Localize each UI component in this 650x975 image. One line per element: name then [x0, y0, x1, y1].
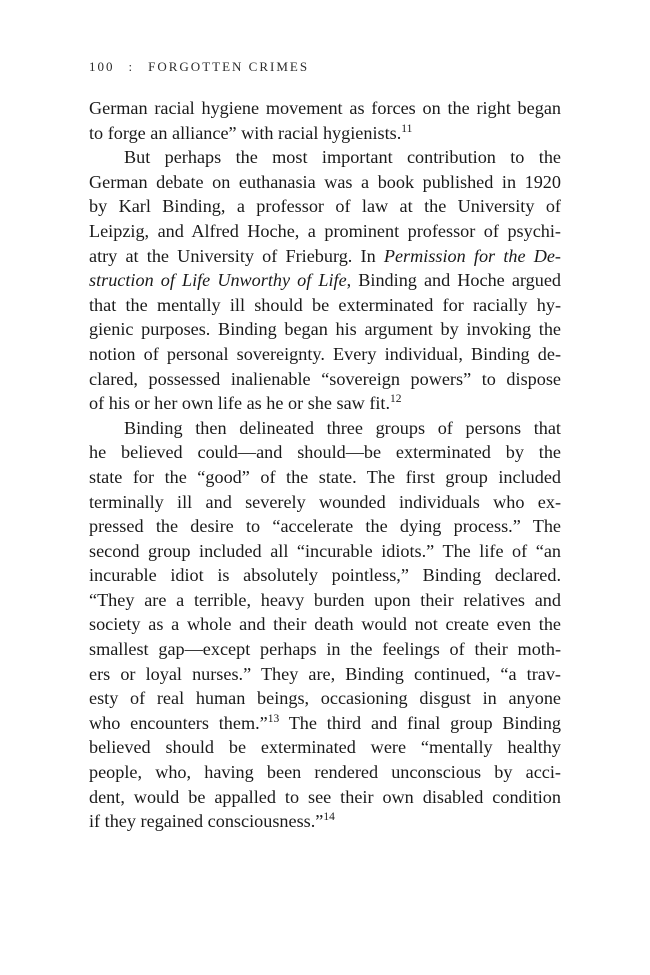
- text-line: [89, 244, 561, 269]
- italic-title: struction of Life Unworthy of Life: [89, 270, 347, 291]
- text-line: [89, 809, 561, 834]
- header-separator: :: [128, 59, 135, 74]
- text-line: [89, 317, 561, 342]
- text-line: [89, 96, 561, 121]
- footnote-marker: 11: [401, 122, 413, 135]
- text-run: state for the “good” of the state. The first group included: [89, 466, 561, 487]
- text-line: [89, 785, 561, 810]
- text-run: esty of real human beings, occasioning disgust in anyone: [89, 688, 561, 709]
- text-run: smallest gap—except perhaps in the feelings of their moth-: [89, 639, 561, 660]
- text-line: [89, 145, 561, 170]
- text-run: believed should be exterminated were “mentally healthy: [89, 737, 561, 758]
- text-run: second group included all “incurable idiots.” The life of “an: [89, 540, 561, 561]
- text-run: gienic purposes. Binding began his argument by invoking the: [89, 319, 561, 340]
- page-number: 100: [89, 59, 115, 74]
- italic-title: Permission for the De-: [383, 245, 561, 266]
- text-run: ers or loyal nurses.” They are, Binding continued, “a trav-: [89, 663, 561, 684]
- text-run: Binding then delineated three groups of persons that: [124, 417, 561, 438]
- text-line: [89, 367, 561, 392]
- text-run: incurable idiot is absolutely pointless,” Binding declared.: [89, 565, 561, 586]
- text-line: [89, 416, 561, 441]
- text-run: to forge an alliance” with racial hygienists.: [89, 122, 402, 143]
- footnote-marker: 12: [390, 393, 402, 406]
- text-line: [89, 268, 561, 293]
- text-run: atry at the University of Frieburg. In: [89, 245, 384, 266]
- text-run: who encounters them.”: [89, 712, 268, 733]
- text-line: [89, 539, 561, 564]
- text-line: [89, 219, 561, 244]
- text-line: [89, 121, 561, 146]
- text-run: people, who, having been rendered unconscious by acci-: [89, 762, 561, 783]
- text-run: The third and final group Binding: [279, 712, 562, 733]
- text-line: [89, 514, 561, 539]
- text-line: [89, 170, 561, 195]
- footnote-marker: 14: [323, 811, 335, 824]
- text-run: he believed could—and should—be exterminated by the: [89, 442, 561, 463]
- text-line: [89, 490, 561, 515]
- text-line: [89, 637, 561, 662]
- text-line: [89, 686, 561, 711]
- text-run: But perhaps the most important contribution to the: [124, 147, 561, 168]
- text-run: dent, would be appalled to see their own disabled condition: [89, 786, 561, 807]
- text-line: [89, 711, 561, 736]
- running-title: FORGOTTEN CRIMES: [148, 59, 310, 74]
- text-run: “They are a terrible, heavy burden upon their relatives and: [89, 589, 561, 610]
- text-run: terminally ill and severely wounded individuals who ex-: [89, 491, 561, 512]
- text-line: [89, 588, 561, 613]
- text-run: , Binding and Hoche argued: [346, 270, 561, 291]
- text-line: [89, 391, 561, 416]
- text-run: that the mentally ill should be exterminated for racially hy-: [89, 294, 561, 315]
- text-line: [89, 440, 561, 465]
- text-run: if they regained consciousness.”: [89, 811, 324, 832]
- text-run: Leipzig, and Alfred Hoche, a prominent professor of psychi-: [89, 220, 561, 241]
- text-run: of his or her own life as he or she saw fit.: [89, 393, 391, 414]
- footnote-marker: 13: [267, 712, 280, 725]
- body-text: [89, 96, 561, 834]
- text-line: [89, 194, 561, 219]
- text-line: [89, 465, 561, 490]
- running-header: [89, 59, 309, 75]
- text-line: [89, 760, 561, 785]
- text-run: notion of personal sovereignty. Every individual, Binding de-: [89, 343, 561, 364]
- text-run: by Karl Binding, a professor of law at the University of: [89, 196, 561, 217]
- text-line: [89, 662, 561, 687]
- text-line: [89, 293, 561, 318]
- text-line: [89, 563, 561, 588]
- text-run: German racial hygiene movement as forces on the right began: [89, 98, 561, 118]
- text-line: [89, 735, 561, 760]
- text-line: [89, 342, 561, 367]
- text-run: society as a whole and their death would not create even the: [89, 614, 561, 635]
- text-run: German debate on euthanasia was a book published in 1920: [89, 171, 561, 192]
- text-run: clared, possessed inalienable “sovereign powers” to dispose: [89, 368, 561, 389]
- text-line: [89, 612, 561, 637]
- text-run: pressed the desire to “accelerate the dying process.” The: [89, 516, 561, 537]
